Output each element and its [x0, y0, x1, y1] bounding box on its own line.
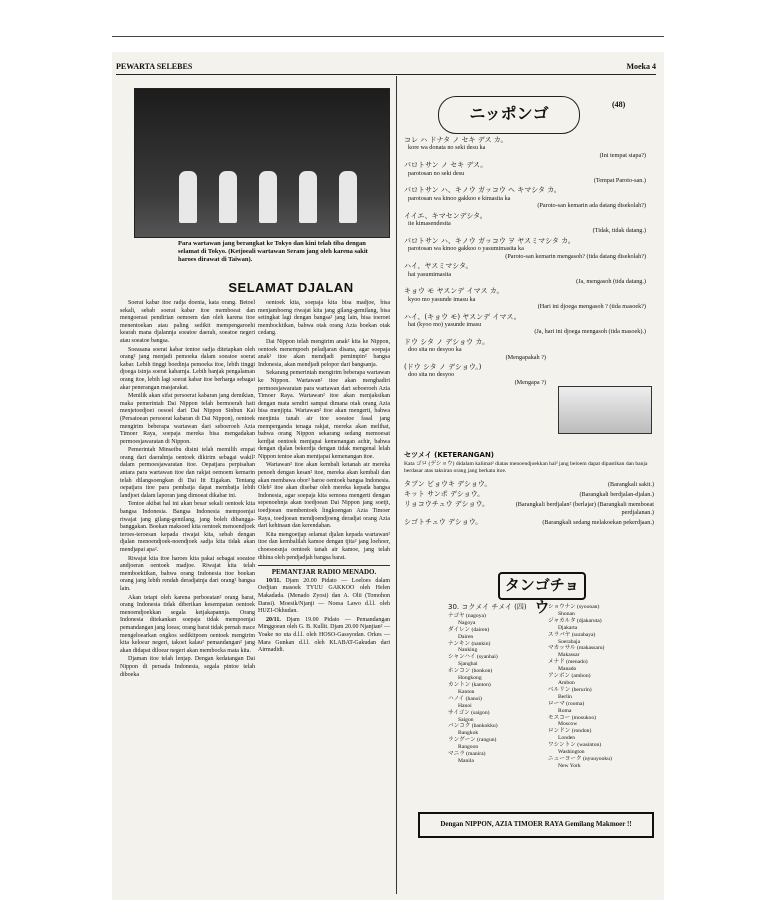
lesson-row — [404, 263, 654, 285]
lesson-row — [404, 364, 554, 386]
japanese-line: (ドウ シタ ノ デショウ。) — [404, 362, 482, 371]
translation: (Tidak, tidak datang.) — [592, 227, 646, 235]
japanese-line: シゴトチュウ デショウ。 — [404, 518, 483, 527]
paragraph: Menilik akan sifat persoerat kabaran jang demikian, maka pemerintah Dai Nippon telah bermoerah hati menjetoedjoei oesoel dari Dai Nippon Sinbun Kai (Persatoean persoerat kabaran di Dai Nippon), oentoek mengirim beberapa wartawan dari seboeroeh Azia Timoer Raya, soepaja mereka bisa mengadakan permoesjawaratan di Nippon. — [120, 393, 255, 445]
paragraph: Pemerintah Minseibu disini telah memilih empat orang dari daerahnja oentoek dikirim sebagai wakil² dalam permoesjawaratan itoe. Oepatjara perpisahan antara para wartawan itoe dan rakjat oemoem kemarin telah dilangsoengkan di Dai Itt Eigakan. Tentang oepatjara itoe para pembatja dapat membatja lebih landjoet dalam laporan jang dimoeat dikabar ini. — [120, 447, 255, 499]
header-rule — [116, 74, 656, 75]
place-name-japanese: ニューヨーク (nyuuyooku) — [548, 755, 612, 762]
translation: (Barangkali berdjalan-djalan.) — [579, 491, 654, 498]
japanese-line: パロトサン ノ セキ デス。 — [404, 161, 488, 170]
place-name-japanese: ナンキン (nankin) — [448, 640, 491, 647]
japanese-line: ドウ シタ ノ デショウ カ。 — [404, 337, 490, 346]
place-name-japanese: ロンドン (rondon) — [548, 728, 592, 735]
place-name-latin: Hongkong — [458, 675, 482, 682]
romaji-line: kyoo mo yasunde imasu ka — [408, 295, 476, 303]
section-rule — [258, 565, 390, 566]
example-row — [404, 519, 654, 526]
place-name-latin: Washington — [558, 749, 585, 756]
place-name-japanese: サイゴン (saigon) — [448, 709, 490, 716]
romaji-line: iie kimasendesita — [408, 220, 451, 228]
translation: (Ja, mengasoh (tida datang.) — [576, 277, 646, 285]
radio-text: Djam 19.00 Pidato — Pemandangan Minggoean oleh G. B. Kullit. Djam 20.00 Njanjian² — Yoake no uta d.l.l. oleh HOSO-Gassyodan. Orkes — Mara Gunkan d.l.l. oleh KLABAT-Gakudan dari Airmadidi. — [258, 616, 390, 654]
slogan-banner: Dengan NIPPON, AZIA TIMOER RAYA Gemilang Makmoer !! — [418, 812, 654, 838]
romaji-line: parotosan no seki desu — [408, 169, 465, 177]
radio-entry — [258, 617, 390, 655]
journalists-photo — [134, 88, 390, 238]
translation: (Barangkali berdjalan² (berlajar) (Barangkali memboeat perdjalanan.) — [515, 501, 654, 516]
place-name-latin: Rangoon — [458, 744, 479, 751]
translation: (Barangkali sedang melakoekan pekerdjaan.) — [542, 519, 654, 527]
place-name-latin: Sjanghai — [458, 661, 478, 668]
keterangan-section — [404, 452, 654, 527]
place-name-latin: Nagoya — [458, 619, 476, 626]
place-list-left — [448, 613, 538, 765]
paragraph: Riwajat kita itoe haroes kita pakai sebagai soeatoe andjoeran oentoek madjoe. Riwajat kita telah memboektikan, bahwa orang Indonesia itoe boekan orang jang lebih rendah deradjatnja dari orang² bangsa lain. — [120, 555, 255, 592]
romaji-line: doo sita no desyoo — [408, 371, 455, 379]
place-name-latin: Bangkok — [458, 730, 479, 737]
translation: (Paroto-san kemarin mengasoh? (tida datang disekolah?) — [505, 252, 646, 260]
place-name-japanese: ショウナン (syoonan) — [548, 604, 600, 610]
page-top-edge — [112, 36, 664, 41]
place-name-japanese: スラバヤ (surabaya) — [548, 631, 596, 638]
romaji-line: kore wa donata no seki desu ka — [408, 144, 486, 152]
place-name-japanese: メナド (menado) — [548, 659, 588, 666]
place-name-latin: Shonan — [558, 610, 575, 617]
place-name-japanese: アンボン (ambon) — [548, 673, 591, 680]
lesson-dialogue — [404, 136, 654, 389]
radio-date: 10/11. — [266, 577, 281, 584]
paragraph: Kita mengoetjap selamat djalan kepada wartawan² itoe dan kembalilah kamoe dengan tjita² jang loehoer, choesoesnja oentoek tanah air kamoe, jang telah dihina oleh pendjadjah bangsa barat. — [258, 531, 390, 561]
japanese-line: リョコウチュウ デショウ。 — [404, 500, 489, 509]
place-name-japanese: ローマ (rooma) — [548, 700, 585, 707]
figure-person — [299, 171, 317, 223]
japanese-line: パロトサン ハ、キノウ ガッコウ ヲ ヤスミマシタ カ。 — [404, 236, 575, 245]
place-name-latin: Moscow — [558, 721, 578, 728]
lesson-row — [404, 339, 554, 361]
lesson-row — [404, 162, 654, 184]
place-name-latin: Dairen — [458, 633, 474, 640]
photo-caption: Para wartawan jang berangkat ke Tokyo dan kini telah tiba dengan selamat di Tokyo. (Ketjoeali wartawan Seram jang oleh karena sakit haroes dirawat di Taiwan). — [178, 240, 368, 263]
table-heading: 30. コクメイ チメイ (四) — [448, 603, 527, 611]
paragraph: oentoek kita, soepaja kita bisa madjoe, bisa menjamboeng riwajat kita jang gilang-gemilang, bisa setingkat lagi dengan bangsa² jang lain, bisa toeroet membocktikan, bahwa otak orang Azia boekan otak cedang. — [258, 300, 390, 337]
lesson-number: (48) — [612, 100, 626, 109]
lesson-row — [404, 314, 654, 336]
japanese-line: イイエ、キマセンデシタ。 — [404, 211, 487, 220]
translation: (Tempat Paroto-san.) — [593, 177, 646, 185]
place-list-right — [548, 604, 638, 770]
place-name-japanese: ラングーン (rangun) — [448, 737, 497, 744]
page-header — [116, 62, 656, 74]
romaji-line: parotosan wa kinoo gakkoo e kimasita ka — [408, 194, 511, 202]
place-name-latin: Kanton — [458, 688, 475, 695]
figure-person — [339, 171, 357, 223]
lesson-row — [404, 187, 654, 209]
place-name-japanese: マニラ (manira) — [448, 751, 486, 758]
place-name-japanese: ベルリン (berurin) — [548, 686, 592, 693]
place-name-latin: New York — [558, 762, 581, 769]
figure-person — [179, 171, 197, 223]
place-name-japanese: マカッサル (makassaru) — [548, 645, 605, 652]
place-name-latin: Roma — [558, 707, 572, 714]
place-name-japanese: ハノイ (hanoi) — [448, 695, 482, 702]
place-name-latin: Manado — [558, 666, 577, 673]
place-name-latin: Saigon — [458, 716, 474, 723]
place-name-japanese: モスコー (mosukoo) — [548, 714, 597, 721]
japanese-line: パロトサン ハ、キノウ ガッコウ ヘ キマシタ カ。 — [404, 186, 561, 195]
paper-name: PEWARTA SELEBES — [116, 62, 193, 71]
paragraph: Dai Nippon telah mengirim anak² kita ke Nippon, oentoek menempoeh peladjaran disana, agar soepaja anak² itoe akan mendjadi pemimpin² bangsa Indonesia, akan mendjadi pelopor dari bangsanja. — [258, 338, 390, 368]
radio-text: Djam 20.00 Pidato — Loeloes dalam Oedjian masoek TYUU GAKKOO oleh Helen Makadada. (Menado Zyosi) dan A. Olii (Tomohon Dansi). Moesik/Njanji — Noesa Lawo d.l.l. oleh HUZI-Okhudan. — [258, 577, 390, 615]
figure-person — [259, 171, 277, 223]
place-name-latin: Nanking — [458, 647, 478, 654]
nippongo-logo: ニッポンゴ — [438, 96, 580, 134]
place-name-japanese: シャンハイ (syanhai) — [448, 654, 498, 661]
paragraph: Tentoe akibat hal ini akan besar sekali oentoek kita bangsa Indonesia. Bangsa Indonesia mempoenjai riwajat jang gilang-gemilang, jang boleh dibangga-banggakan. Boekan maksoed kita oentoek menoendjoek teroes-teroesan kepada riwajat kita, sebab dengan djalan menoendjoek-noendjoek sadja kita tidak akan mendjapai apa². — [120, 501, 255, 553]
radio-entry — [258, 578, 390, 616]
place-name-japanese: ナゴヤ (nagoya) — [448, 612, 486, 619]
article-title: SELAMAT DJALAN — [228, 280, 354, 295]
place-name-latin: Berlin — [558, 693, 572, 700]
place-name-latin: Makassar — [558, 652, 580, 659]
place-name-japanese: カントン (kanton) — [448, 681, 491, 688]
translation: (Paroto-san kemarin ada datang disekolah?) — [537, 202, 646, 210]
column-divider — [396, 76, 397, 894]
place-name-latin: Hanoi — [458, 702, 472, 709]
place-name-latin: Londen — [558, 735, 576, 742]
classroom-illustration — [558, 386, 652, 434]
place-names-right — [548, 604, 638, 770]
romaji-line: parotosan wa kinoo gakkoo o yasumimasita ka — [408, 245, 524, 253]
place-name-latin: Ambon — [558, 679, 575, 686]
example-row — [404, 501, 654, 516]
japanese-line: キョウ モ ヤスンデ イマス カ。 — [404, 287, 504, 296]
place-name-latin: Soerabaja — [558, 638, 581, 645]
place-name-latin: Manila — [458, 757, 474, 764]
tangocho-logo: タンゴチョウ — [498, 572, 586, 600]
japanese-line: キット サンポ デショウ。 — [404, 490, 485, 498]
lesson-row — [404, 288, 654, 310]
place-name-japanese: ワシントン (wasinton) — [548, 742, 602, 749]
lesson-row — [404, 213, 654, 235]
place-name-japanese: ホンコン (honkon) — [448, 668, 493, 675]
paragraph: Soerat kabar itoe radja doenia, kata orang. Betoel sekali, sebab soerat kabar itoe memboeat dan mengoerasi pendirian oemoem dan oleh karena itoe menentoekan atau paling sedikit mempengaroehi kearah mana djalannja soeatoe daerah, soeatoe negeri atau soeatoe bangsa. — [120, 300, 255, 344]
radio-date: 20/11. — [266, 616, 281, 623]
keterangan-heading: セツメイ (KETERANGAN) — [404, 451, 495, 459]
japanese-line: ハイ、(キョウ モ) ヤスンデ イマス。 — [404, 312, 521, 321]
translation: (Ini tempat siapa?) — [599, 151, 646, 159]
translation: (Hari ini djoega mengasoh ? (tida masoek?) — [537, 303, 646, 311]
paragraph: Djaman itoe telah lenjap. Dengan kedatangan Dai Nippon di persada Indonesia, segala pintoe telah diboeka — [120, 656, 255, 678]
romaji-line: doo sita no desyoo ka — [408, 346, 462, 354]
translation: (Mengapakah ?) — [505, 353, 546, 361]
translation: (Mengapa ?) — [514, 378, 546, 386]
japanese-line: ハイ、ヤスミマシタ。 — [404, 262, 473, 271]
example-row — [404, 491, 654, 498]
article-column-2 — [258, 300, 390, 656]
japanese-line: コレ ハ ドナタ ノ セキ デス カ。 — [404, 136, 508, 144]
translation: (Barangkali sakit.) — [607, 480, 654, 488]
paragraph: Akan tetapi oleh karena perboeatan² orang barat, orang Indonesia tidak diberikan kesempatan oentoek menoendjoekkan segala ketjakapannja. Orang Indonesia ditekankan soepaja tidak mempoenjai pemandangan jang loeas; orang barat tidak pernah mace mengeloearkan ongkos sedikitpoen oentoek mengirim kita keloear negeri, takoet kalau² pemandangan² jang akan didapat diloear negeri akan membocka mata kita. — [120, 594, 255, 654]
radio-heading: PEMANTJAR RADIO MENADO. — [271, 568, 377, 577]
translation: (Ja, hari ini djoega mengasoh (tida masoek).) — [534, 328, 646, 336]
paragraph: Sekarang pemerintah mengirim beberapa wartawan ke Nippon. Wartawan² itoe akan menghadiri permoesjawaratan para wartawan dari seboeroeh Azia Timoer Raya. Wartawan² itoe akan menjaksikan dengan mata sendiri sampai dimana otak orang Azia bisa menjipta. Wartawan² itoe akan mengerti, bahwa menjinta tanah air itoe soeatoe fasal jang memperganda tenaga rakjat, mereka akan melihat, bahwa orang Nippon sekarang sedang memoesat kerdjat oentoek menjapai kemenangan achir, bahwa dengan djalan bekerdja dengan tidak mengenal lelah Nippon tentoe akan mentjapai kemenangan itoe. — [258, 370, 390, 460]
paragraph: Wartawan² itoe akan kembali ketanah air mereka penoeh dengan kesan² itoe, mereka akan kembali dan akan membawa obor² baroe oentoek bangsa Indonesia. Oleh² itoe akan disebar oleh mereka kepada bangsa Indonesia, agar soepaja kita semoea mengerti dengan sepenoehnja akan toedjoean Dai Nippon jang soetji, toedjoean membentoek lingkoengan Azia Timoer Raya, toedjoean mendjoendjoeng deradjat orang Azia dari kehinaan dan kerendahan. — [258, 462, 390, 530]
article-column-1 — [120, 300, 255, 680]
place-name-japanese: ダイレン (dairen) — [448, 626, 490, 633]
page-number: Moeka 4 — [626, 62, 656, 71]
paragraph: Soeasana soerat kabar tentoe sadja ditetapkan oleh orang² jang menjadi pemoeka dalam soeatoe soerat kabar. Lebih tinggi boedinja pemoeka itoe, lebih tinggi djoega isinja soerat kabarnja. Lebih banjak pengalaman orang itoe, lebih lagi soerat kabar itoe berharga sebagai akar penerangan masjarakat. — [120, 346, 255, 391]
place-name-japanese: ジャカルタ (djakaruta) — [548, 617, 602, 624]
keterangan-text: Kata ゴロ (デショウ) didalam kalimat² diatas menoendjoekkan hal² jang beloem dapat dipastikan dan banja berdasar atas taksiran orang jang berkata itoe. — [404, 461, 648, 474]
romaji-line: hai (kyoo mo) yasunde imasu — [408, 320, 482, 328]
lesson-row — [404, 238, 654, 260]
example-row — [404, 481, 654, 488]
place-name-japanese: バンコク (bankokku) — [448, 723, 498, 730]
place-name-latin: Djakarta — [558, 624, 578, 631]
romaji-line: hai yasumimasita — [408, 270, 452, 278]
place-names-left — [448, 604, 538, 765]
japanese-line: タブン ビョウキ デショウ。 — [404, 479, 492, 488]
lesson-row — [404, 137, 654, 159]
figure-person — [219, 171, 237, 223]
